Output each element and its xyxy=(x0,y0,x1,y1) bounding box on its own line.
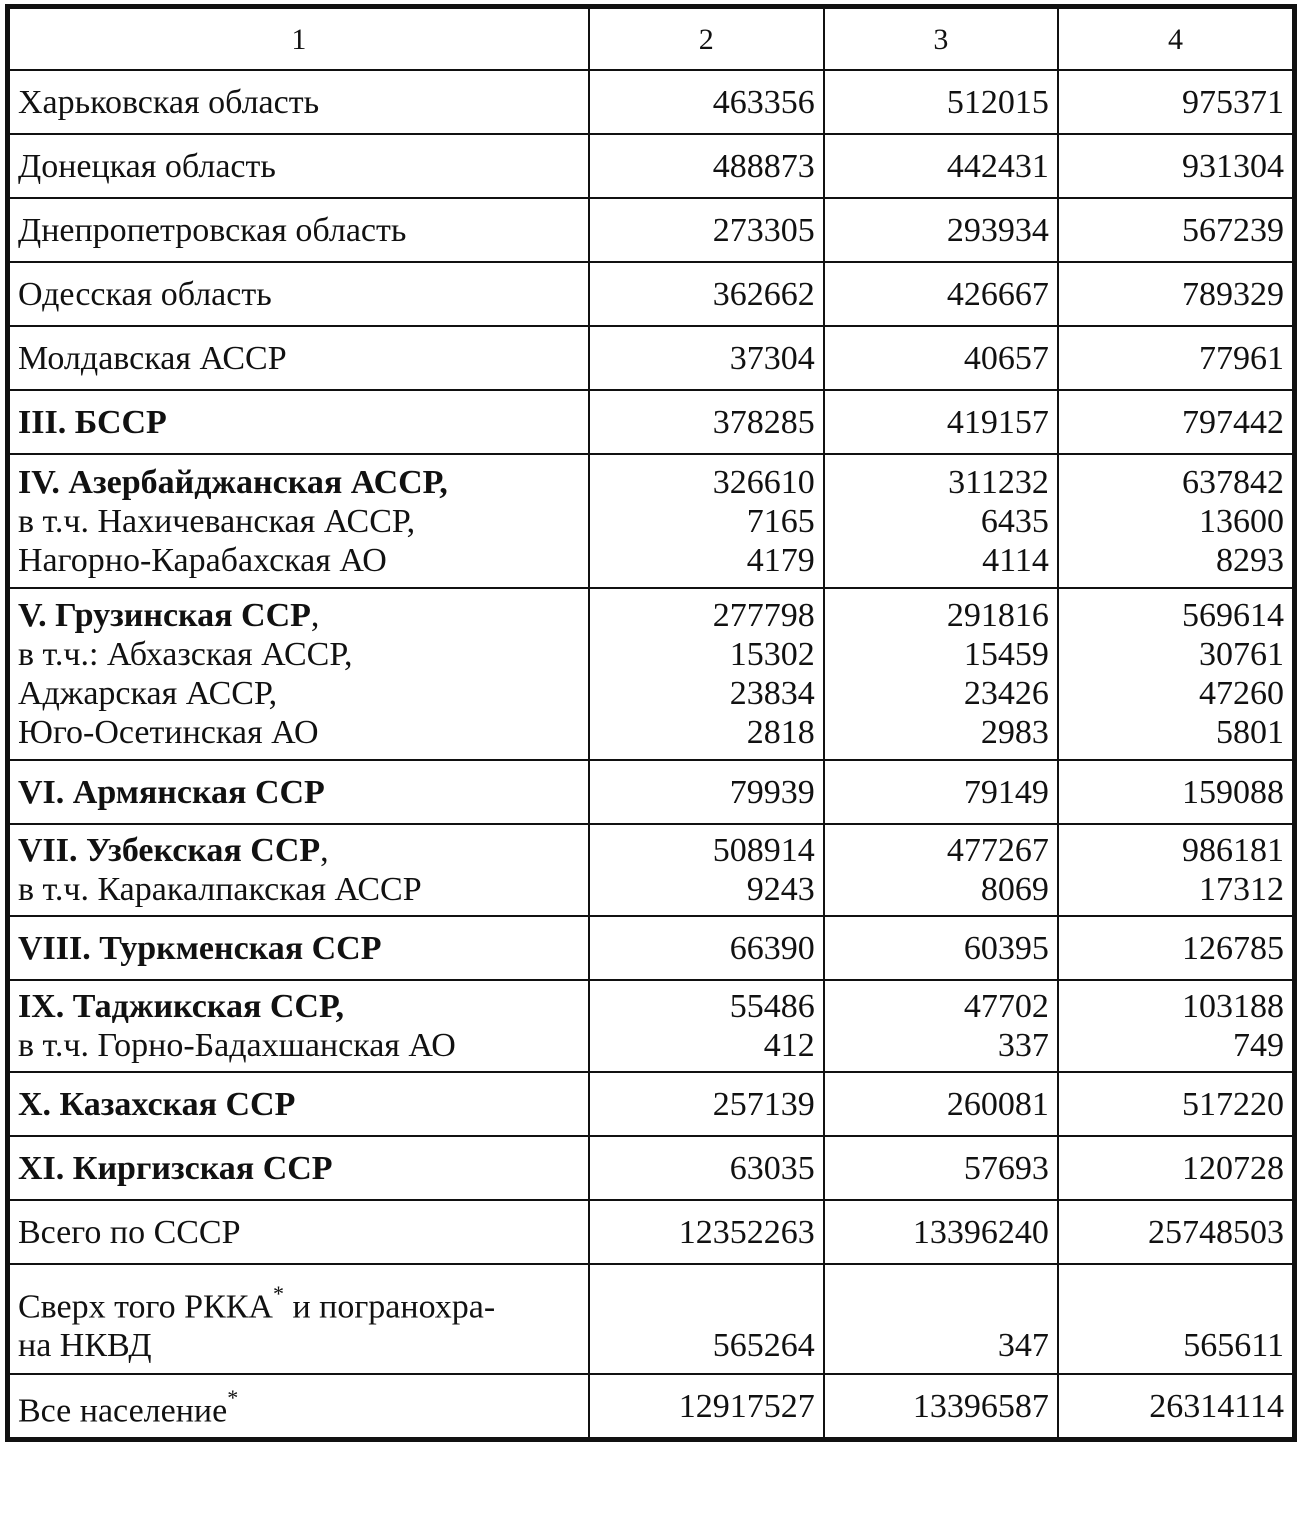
region-name-cell xyxy=(9,824,589,916)
region-name-line: III. БССР xyxy=(18,403,167,441)
value: 311232 xyxy=(948,463,1049,501)
table-row xyxy=(9,134,1293,198)
value-cell-col-4 xyxy=(1058,980,1293,1072)
region-name-cell xyxy=(9,980,589,1072)
value: 63035 xyxy=(729,1149,815,1187)
value-cell-col-3 xyxy=(824,760,1058,824)
value: 517220 xyxy=(1182,1085,1284,1123)
region-name-line: Аджарская АССР, xyxy=(18,675,278,712)
value-cell-col-4 xyxy=(1058,134,1293,198)
value: 79149 xyxy=(963,773,1049,811)
table-row xyxy=(9,824,1293,916)
value: 567239 xyxy=(1182,211,1284,249)
value: 7165 xyxy=(746,502,815,540)
value: 797442 xyxy=(1182,403,1284,441)
value-cell-col-4 xyxy=(1058,326,1293,390)
table-row xyxy=(9,1136,1293,1200)
region-name-cell xyxy=(9,1200,589,1264)
table-row xyxy=(9,390,1293,454)
value-cell-col-4 xyxy=(1058,1136,1293,1200)
value: 442431 xyxy=(946,147,1049,185)
table-row xyxy=(9,70,1293,134)
value-cell-col-2 xyxy=(589,588,824,760)
population-table-page xyxy=(5,4,1297,1442)
table-row xyxy=(9,1072,1293,1136)
region-name-line: X. Казахская ССР xyxy=(18,1085,296,1123)
value: 77961 xyxy=(1199,339,1284,377)
value: 15459 xyxy=(963,636,1049,673)
value-cell-col-2 xyxy=(589,980,824,1072)
value-cell-col-3 xyxy=(824,134,1058,198)
value: 337 xyxy=(997,1027,1049,1064)
value: 30761 xyxy=(1199,636,1284,673)
value: 26314114 xyxy=(1149,1387,1284,1425)
region-name-line: в т.ч.: Абхазская АССР, xyxy=(18,636,353,673)
value: 565264 xyxy=(712,1327,815,1364)
region-name-line: V. Грузинская ССР, xyxy=(18,597,320,634)
value: 126785 xyxy=(1182,929,1284,967)
value: 291816 xyxy=(946,597,1049,634)
value-cell-col-2 xyxy=(589,1200,824,1264)
value-cell-col-3 xyxy=(824,980,1058,1072)
table-row xyxy=(9,198,1293,262)
value-cell-col-3 xyxy=(824,454,1058,588)
value-cell-col-4 xyxy=(1058,760,1293,824)
value: 260081 xyxy=(946,1085,1049,1123)
value: 637842 xyxy=(1182,463,1284,501)
value-cell-col-4 xyxy=(1058,916,1293,980)
value: 749 xyxy=(1233,1027,1284,1064)
value: 47260 xyxy=(1199,675,1284,712)
value: 975371 xyxy=(1182,83,1284,121)
value-cell-col-2 xyxy=(589,390,824,454)
region-name-cell xyxy=(9,760,589,824)
table-row xyxy=(9,1264,1293,1374)
region-name-cell xyxy=(9,1136,589,1200)
region-name-line: в т.ч. Горно-Бадахшанская АО xyxy=(18,1027,456,1064)
region-name-line: на НКВД xyxy=(18,1327,152,1364)
value: 37304 xyxy=(729,339,815,377)
value-cell-col-3 xyxy=(824,1264,1058,1374)
value-cell-col-4 xyxy=(1058,1200,1293,1264)
value-cell-col-4 xyxy=(1058,198,1293,262)
value-cell-col-2 xyxy=(589,824,824,916)
value: 347 xyxy=(997,1327,1049,1364)
region-name-line: VII. Узбекская ССР, xyxy=(18,832,329,869)
value: 159088 xyxy=(1182,773,1284,811)
value-cell-col-2 xyxy=(589,916,824,980)
region-name-line: в т.ч. Нахичеванская АССР, xyxy=(18,502,416,540)
value-cell-col-2 xyxy=(589,70,824,134)
region-name-line: Донецкая область xyxy=(18,147,276,185)
table-row xyxy=(9,1200,1293,1264)
value: 8069 xyxy=(980,871,1049,908)
value: 273305 xyxy=(712,211,815,249)
region-name-line: Харьковская область xyxy=(18,83,320,121)
value-cell-col-4 xyxy=(1058,454,1293,588)
value: 13600 xyxy=(1199,502,1284,540)
value: 40657 xyxy=(963,339,1049,377)
value-cell-col-4 xyxy=(1058,70,1293,134)
region-name-cell xyxy=(9,916,589,980)
value-cell-col-4 xyxy=(1058,262,1293,326)
value-cell-col-3 xyxy=(824,390,1058,454)
population-table xyxy=(8,7,1294,1439)
region-name-line: VI. Армянская ССР xyxy=(18,773,325,811)
table-row xyxy=(9,980,1293,1072)
value-cell-col-3 xyxy=(824,326,1058,390)
region-name-cell xyxy=(9,262,589,326)
value: 23834 xyxy=(729,675,815,712)
value: 79939 xyxy=(729,773,815,811)
region-name-line: в т.ч. Каракалпакская АССР xyxy=(18,871,422,908)
value-cell-col-2 xyxy=(589,1264,824,1374)
value-cell-col-3 xyxy=(824,588,1058,760)
value: 508914 xyxy=(712,832,815,869)
region-name-cell xyxy=(9,70,589,134)
region-name-line: IV. Азербайджанская АССР, xyxy=(18,463,448,501)
value: 986181 xyxy=(1182,832,1284,869)
value: 103188 xyxy=(1182,988,1284,1025)
value: 569614 xyxy=(1182,597,1284,634)
region-name-cell xyxy=(9,454,589,588)
value: 15302 xyxy=(729,636,815,673)
table-row xyxy=(9,760,1293,824)
region-name-cell xyxy=(9,326,589,390)
value: 512015 xyxy=(946,83,1049,121)
region-name-line: Молдавская АССР xyxy=(18,339,287,377)
region-name-line: Юго-Осетинская АО xyxy=(18,714,319,751)
value: 13396240 xyxy=(912,1213,1049,1251)
value: 277798 xyxy=(712,597,815,634)
table-row xyxy=(9,916,1293,980)
value: 2818 xyxy=(746,714,815,751)
value-cell-col-2 xyxy=(589,454,824,588)
value: 257139 xyxy=(712,1085,815,1123)
value: 12917527 xyxy=(678,1387,815,1425)
column-1-number: 1 xyxy=(9,8,589,70)
region-name-cell xyxy=(9,1072,589,1136)
value: 57693 xyxy=(963,1149,1049,1187)
value-cell-col-3 xyxy=(824,198,1058,262)
value: 23426 xyxy=(963,675,1049,712)
value: 412 xyxy=(763,1027,815,1064)
value-cell-col-4 xyxy=(1058,1264,1293,1374)
value: 565611 xyxy=(1183,1327,1284,1364)
value: 60395 xyxy=(963,929,1049,967)
value: 8293 xyxy=(1216,541,1284,579)
value-cell-col-3 xyxy=(824,262,1058,326)
value-cell-col-2 xyxy=(589,760,824,824)
value: 66390 xyxy=(729,929,815,967)
value: 5801 xyxy=(1216,714,1284,751)
region-name-line: XI. Киргизская ССР xyxy=(18,1149,333,1187)
value: 12352263 xyxy=(678,1213,815,1251)
value: 293934 xyxy=(946,211,1049,249)
value: 477267 xyxy=(946,832,1049,869)
value: 463356 xyxy=(712,83,815,121)
value: 4114 xyxy=(982,541,1049,579)
column-number-row xyxy=(9,8,1293,70)
value: 6435 xyxy=(980,502,1049,540)
region-name-cell xyxy=(9,1374,589,1438)
value-cell-col-4 xyxy=(1058,390,1293,454)
footnote-mark: * xyxy=(227,1384,239,1410)
table-row xyxy=(9,1374,1293,1438)
column-4-number: 4 xyxy=(1058,8,1293,70)
region-name-line: Днепропетровская область xyxy=(18,211,407,249)
value: 931304 xyxy=(1182,147,1284,185)
value: 55486 xyxy=(729,988,815,1025)
value-cell-col-2 xyxy=(589,1136,824,1200)
region-name-line: Одесская область xyxy=(18,275,272,313)
value-cell-col-3 xyxy=(824,70,1058,134)
value-cell-col-2 xyxy=(589,326,824,390)
value: 2983 xyxy=(980,714,1049,751)
region-name-cell xyxy=(9,588,589,760)
region-name-line: Все население* xyxy=(18,1384,239,1430)
value-cell-col-3 xyxy=(824,1200,1058,1264)
value-cell-col-3 xyxy=(824,1072,1058,1136)
value: 378285 xyxy=(712,403,815,441)
value-cell-col-4 xyxy=(1058,1374,1293,1438)
table-row xyxy=(9,262,1293,326)
value: 9243 xyxy=(746,871,815,908)
value: 326610 xyxy=(712,463,815,501)
value: 47702 xyxy=(963,988,1049,1025)
footnote-mark: * xyxy=(272,1280,284,1306)
region-name-cell xyxy=(9,134,589,198)
value-cell-col-3 xyxy=(824,916,1058,980)
value-cell-col-4 xyxy=(1058,1072,1293,1136)
value-cell-col-2 xyxy=(589,262,824,326)
value: 426667 xyxy=(946,275,1049,313)
value-cell-col-4 xyxy=(1058,588,1293,760)
column-2-number: 2 xyxy=(589,8,824,70)
value: 419157 xyxy=(946,403,1049,441)
region-name-line: VIII. Туркменская ССР xyxy=(18,929,382,967)
value-cell-col-2 xyxy=(589,1072,824,1136)
value: 488873 xyxy=(712,147,815,185)
region-name-line: IX. Таджикская ССР, xyxy=(18,988,344,1025)
value-cell-col-3 xyxy=(824,1374,1058,1438)
region-name-line: Сверх того РККА* и погранохра- xyxy=(18,1280,496,1325)
column-3-number: 3 xyxy=(824,8,1058,70)
table-row xyxy=(9,588,1293,760)
value: 789329 xyxy=(1182,275,1284,313)
value-cell-col-2 xyxy=(589,198,824,262)
value-cell-col-4 xyxy=(1058,824,1293,916)
region-name-cell xyxy=(9,1264,589,1374)
value-cell-col-3 xyxy=(824,824,1058,916)
value-cell-col-2 xyxy=(589,1374,824,1438)
region-name-line: Нагорно-Карабахская АО xyxy=(18,541,387,579)
region-name-cell xyxy=(9,390,589,454)
value: 17312 xyxy=(1199,871,1284,908)
value: 362662 xyxy=(712,275,815,313)
region-name-cell xyxy=(9,198,589,262)
value-cell-col-3 xyxy=(824,1136,1058,1200)
region-name-line: Всего по СССР xyxy=(18,1213,241,1251)
value: 13396587 xyxy=(912,1387,1049,1425)
value-cell-col-2 xyxy=(589,134,824,198)
table-row xyxy=(9,326,1293,390)
table-row xyxy=(9,454,1293,588)
value: 4179 xyxy=(746,541,815,579)
value: 25748503 xyxy=(1148,1213,1284,1251)
value: 120728 xyxy=(1182,1149,1284,1187)
